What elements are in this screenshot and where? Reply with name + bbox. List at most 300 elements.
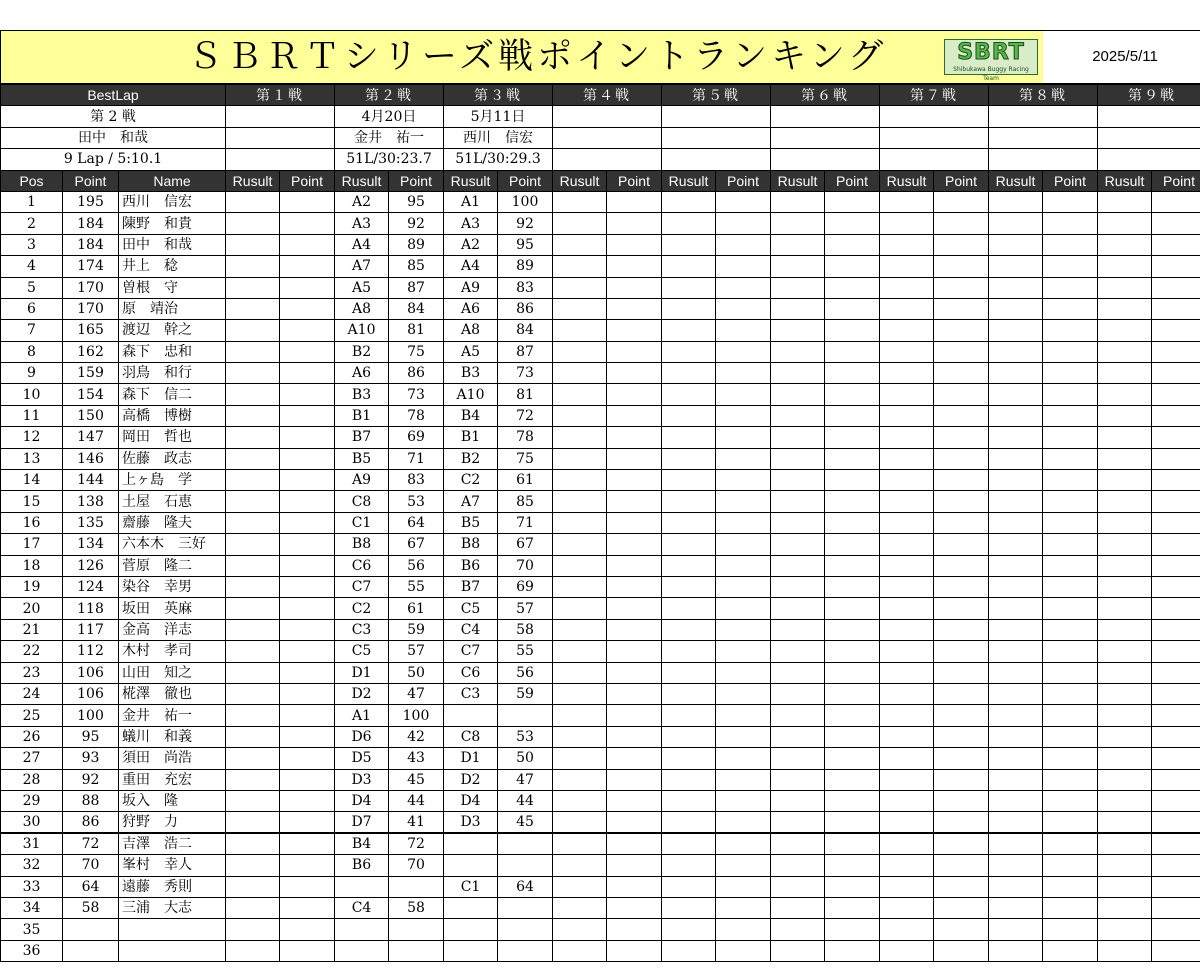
pos-cell: 35: [1, 919, 63, 940]
round-point-cell: [607, 363, 662, 384]
result-cell: [880, 491, 934, 512]
result-cell: [226, 705, 280, 726]
round-point-cell: [389, 940, 444, 961]
result-cell: [226, 191, 280, 212]
name-cell: 金高 洋志: [119, 619, 226, 640]
result-cell: [989, 256, 1043, 277]
name-cell: 金井 祐一: [119, 705, 226, 726]
result-cell: [880, 555, 934, 576]
result-cell: A2: [444, 234, 498, 255]
result-cell: [880, 598, 934, 619]
total-point-cell: 100: [63, 705, 119, 726]
result-cell: [880, 277, 934, 298]
round-point-cell: [716, 363, 771, 384]
result-cell: D1: [444, 748, 498, 769]
round-time: 51L/30:29.3: [444, 149, 553, 170]
round-point-cell: 75: [389, 341, 444, 362]
round-point-cell: [934, 662, 989, 683]
round-point-cell: 64: [389, 512, 444, 533]
result-cell: [226, 748, 280, 769]
result-cell: [1098, 341, 1152, 362]
round-point-cell: [280, 898, 335, 919]
round-label: 第６戦: [771, 85, 880, 106]
result-cell: [989, 769, 1043, 790]
round-point-cell: [1043, 534, 1098, 555]
result-cell: [771, 790, 825, 811]
result-cell: [226, 641, 280, 662]
round-point-cell: [716, 683, 771, 704]
round-point-cell: [1152, 855, 1200, 876]
result-cell: [662, 277, 716, 298]
pos-cell: 1: [1, 191, 63, 212]
table-row: [1, 876, 1200, 897]
result-cell: [880, 512, 934, 533]
round-point-cell: [607, 213, 662, 234]
round-point-cell: 89: [498, 256, 553, 277]
round-point-cell: 84: [498, 320, 553, 341]
round-point-cell: [1043, 833, 1098, 855]
round-winner: [989, 127, 1098, 148]
col-result: Rusult: [335, 170, 389, 191]
round-point-cell: [607, 491, 662, 512]
total-point-cell: 86: [63, 812, 119, 834]
result-cell: [771, 641, 825, 662]
round-point-cell: [934, 598, 989, 619]
round-point-cell: [825, 470, 880, 491]
round-point-cell: [1152, 384, 1200, 405]
round-point-cell: [934, 769, 989, 790]
round-date: [553, 106, 662, 127]
round-point-cell: [607, 384, 662, 405]
round-point-cell: 85: [498, 491, 553, 512]
round-point-cell: [934, 470, 989, 491]
round-point-cell: 50: [498, 748, 553, 769]
total-point-cell: [63, 919, 119, 940]
table-row: [1, 769, 1200, 790]
result-cell: D2: [444, 769, 498, 790]
round-point-cell: 83: [389, 470, 444, 491]
result-cell: [989, 855, 1043, 876]
round-point-cell: 87: [389, 277, 444, 298]
bestlap-info: 9 Lap / 5:10.1: [1, 149, 226, 170]
result-cell: [335, 940, 389, 961]
round-point-cell: [280, 213, 335, 234]
col-result: Rusult: [989, 170, 1043, 191]
total-point-cell: 134: [63, 534, 119, 555]
round-point-cell: [1043, 341, 1098, 362]
result-cell: [989, 598, 1043, 619]
result-cell: [553, 191, 607, 212]
pos-cell: 20: [1, 598, 63, 619]
result-cell: [226, 470, 280, 491]
round-label: 第３戦: [444, 85, 553, 106]
round-point-cell: [607, 598, 662, 619]
round-point-cell: [607, 898, 662, 919]
round-point-cell: [1043, 427, 1098, 448]
round-winner: [662, 127, 771, 148]
result-cell: [880, 191, 934, 212]
round-label: 第１戦: [226, 85, 335, 106]
result-cell: [1098, 940, 1152, 961]
round-point-cell: [607, 576, 662, 597]
round-point-cell: [1152, 726, 1200, 747]
col-result: Rusult: [880, 170, 934, 191]
result-cell: [226, 256, 280, 277]
round-point-cell: [280, 256, 335, 277]
pos-cell: 2: [1, 213, 63, 234]
round-point-cell: [825, 705, 880, 726]
round-point-cell: [1043, 320, 1098, 341]
result-cell: [989, 619, 1043, 640]
round-point-cell: [1043, 512, 1098, 533]
round-date: [662, 106, 771, 127]
round-point-cell: [1152, 448, 1200, 469]
round-point-cell: 41: [389, 812, 444, 834]
result-cell: [662, 470, 716, 491]
result-cell: [226, 298, 280, 319]
total-point-cell: 147: [63, 427, 119, 448]
pos-cell: 5: [1, 277, 63, 298]
name-cell: 山田 知之: [119, 662, 226, 683]
result-cell: [880, 320, 934, 341]
round-point-cell: 45: [389, 769, 444, 790]
round-point-cell: [280, 619, 335, 640]
round-point-cell: [716, 512, 771, 533]
round-point-cell: [825, 320, 880, 341]
name-cell: 蟻川 和義: [119, 726, 226, 747]
result-cell: [553, 341, 607, 362]
result-cell: [226, 598, 280, 619]
table-row: [1, 833, 1200, 855]
round-point-cell: [1043, 277, 1098, 298]
result-cell: [553, 769, 607, 790]
name-cell: 森下 忠和: [119, 341, 226, 362]
result-cell: [662, 298, 716, 319]
round-point-cell: [934, 234, 989, 255]
total-point-cell: 146: [63, 448, 119, 469]
round-label: 第８戦: [989, 85, 1098, 106]
result-cell: [1098, 234, 1152, 255]
name-cell: 上ヶ島 学: [119, 470, 226, 491]
round-point-cell: [825, 363, 880, 384]
total-point-cell: 159: [63, 363, 119, 384]
round-point-cell: [1152, 298, 1200, 319]
round-point-cell: [607, 812, 662, 834]
round-point-cell: [825, 555, 880, 576]
result-cell: [1098, 748, 1152, 769]
round-point-cell: [716, 256, 771, 277]
round-point-cell: [607, 298, 662, 319]
result-cell: A4: [335, 234, 389, 255]
result-cell: A8: [335, 298, 389, 319]
total-point-cell: 92: [63, 769, 119, 790]
table-row: [1, 940, 1200, 961]
result-cell: [989, 470, 1043, 491]
round-point-cell: [280, 491, 335, 512]
result-cell: [662, 191, 716, 212]
round-point-cell: [825, 812, 880, 834]
result-cell: [989, 940, 1043, 961]
round-point-cell: [389, 919, 444, 940]
result-cell: [989, 213, 1043, 234]
result-cell: D5: [335, 748, 389, 769]
name-cell: 狩野 力: [119, 812, 226, 834]
round-point-cell: [934, 748, 989, 769]
result-cell: [771, 598, 825, 619]
round-point-cell: [280, 384, 335, 405]
update-date: 2025/5/11: [1092, 48, 1158, 65]
round-point-cell: [280, 555, 335, 576]
result-cell: [444, 855, 498, 876]
result-cell: [226, 384, 280, 405]
table-row: [1, 470, 1200, 491]
table-row: [1, 191, 1200, 212]
result-cell: [771, 427, 825, 448]
round-point-cell: [825, 256, 880, 277]
round-point-cell: [280, 298, 335, 319]
result-cell: [771, 683, 825, 704]
col-round-point: Point: [280, 170, 335, 191]
result-cell: [226, 726, 280, 747]
total-point-cell: 135: [63, 512, 119, 533]
col-pos: Pos: [1, 170, 63, 191]
result-cell: [989, 427, 1043, 448]
result-cell: [989, 405, 1043, 426]
result-cell: [1098, 812, 1152, 834]
round-label: 第４戦: [553, 85, 662, 106]
round-point-cell: [1152, 576, 1200, 597]
round-point-cell: 45: [498, 812, 553, 834]
result-cell: [553, 555, 607, 576]
table-row: [1, 363, 1200, 384]
result-cell: [880, 427, 934, 448]
pos-cell: 36: [1, 940, 63, 961]
round-point-cell: 95: [498, 234, 553, 255]
result-cell: C5: [335, 641, 389, 662]
result-cell: [226, 341, 280, 362]
round-point-cell: [1152, 705, 1200, 726]
round-point-cell: [1152, 790, 1200, 811]
round-point-cell: 95: [389, 191, 444, 212]
round-point-cell: [716, 491, 771, 512]
result-cell: [989, 748, 1043, 769]
name-cell: 陳野 和貴: [119, 213, 226, 234]
result-cell: [553, 919, 607, 940]
result-cell: [662, 320, 716, 341]
result-cell: B5: [335, 448, 389, 469]
total-point-cell: 165: [63, 320, 119, 341]
result-cell: [553, 641, 607, 662]
result-cell: [771, 919, 825, 940]
round-point-cell: [716, 384, 771, 405]
round-time: [662, 149, 771, 170]
result-cell: [880, 470, 934, 491]
round-point-cell: [825, 919, 880, 940]
round-point-cell: [607, 256, 662, 277]
total-point-cell: 195: [63, 191, 119, 212]
round-point-cell: [934, 726, 989, 747]
table-row: [1, 320, 1200, 341]
result-cell: [1098, 448, 1152, 469]
result-cell: [553, 427, 607, 448]
round-point-cell: [1043, 384, 1098, 405]
result-cell: A6: [335, 363, 389, 384]
round-point-cell: [1043, 705, 1098, 726]
result-cell: [1098, 726, 1152, 747]
result-cell: B8: [335, 534, 389, 555]
round-point-cell: [934, 277, 989, 298]
round-point-cell: [825, 748, 880, 769]
round-point-cell: [825, 662, 880, 683]
round-point-cell: [934, 191, 989, 212]
name-cell: [119, 919, 226, 940]
result-cell: [771, 576, 825, 597]
result-cell: [771, 491, 825, 512]
name-cell: 須田 尚浩: [119, 748, 226, 769]
table-row: [1, 919, 1200, 940]
round-point-cell: 73: [389, 384, 444, 405]
result-cell: [1098, 662, 1152, 683]
result-cell: A1: [335, 705, 389, 726]
result-cell: [989, 234, 1043, 255]
result-cell: [553, 448, 607, 469]
result-cell: [553, 213, 607, 234]
round-point-cell: [607, 769, 662, 790]
round-point-cell: [716, 470, 771, 491]
round-date: [880, 106, 989, 127]
round-point-cell: [1043, 448, 1098, 469]
result-cell: D3: [335, 769, 389, 790]
result-cell: [880, 641, 934, 662]
pos-cell: 34: [1, 898, 63, 919]
result-cell: [880, 833, 934, 855]
round-point-cell: [934, 790, 989, 811]
total-point-cell: 112: [63, 641, 119, 662]
result-cell: [989, 384, 1043, 405]
result-cell: [880, 940, 934, 961]
round-point-cell: [934, 705, 989, 726]
result-cell: [989, 534, 1043, 555]
round-point-cell: 69: [498, 576, 553, 597]
result-cell: [1098, 384, 1152, 405]
round-point-cell: [498, 919, 553, 940]
result-cell: [771, 940, 825, 961]
round-point-cell: 100: [498, 191, 553, 212]
round-point-cell: 57: [389, 641, 444, 662]
result-cell: [989, 683, 1043, 704]
result-cell: C8: [335, 491, 389, 512]
round-point-cell: [934, 320, 989, 341]
result-cell: A5: [444, 341, 498, 362]
pos-cell: 12: [1, 427, 63, 448]
round-point-cell: [716, 191, 771, 212]
round-point-cell: [1152, 598, 1200, 619]
result-cell: [880, 812, 934, 834]
result-cell: [771, 277, 825, 298]
logo-subtitle: Shibukawa Buggy Racing Team: [953, 66, 1029, 82]
name-cell: 高橋 博樹: [119, 405, 226, 426]
result-cell: [880, 213, 934, 234]
result-cell: [771, 812, 825, 834]
round-point-cell: [934, 898, 989, 919]
page-title: ＳＢＲＴシリーズ戦ポイントランキング: [187, 37, 888, 77]
total-point-cell: 95: [63, 726, 119, 747]
name-cell: 岡田 哲也: [119, 427, 226, 448]
result-cell: [771, 512, 825, 533]
round-point-cell: [280, 277, 335, 298]
name-cell: 重田 充宏: [119, 769, 226, 790]
pos-cell: 17: [1, 534, 63, 555]
result-cell: [226, 919, 280, 940]
result-cell: [226, 769, 280, 790]
col-round-point: Point: [1043, 170, 1098, 191]
round-point-cell: 47: [498, 769, 553, 790]
col-round-point: Point: [1152, 170, 1200, 191]
round-point-cell: 81: [498, 384, 553, 405]
round-point-cell: [280, 940, 335, 961]
result-cell: [989, 363, 1043, 384]
round-winner: 西川 信宏: [444, 127, 553, 148]
result-cell: A1: [444, 191, 498, 212]
table-row: [1, 790, 1200, 811]
round-point-cell: [607, 191, 662, 212]
round-point-cell: [716, 769, 771, 790]
total-point-cell: 106: [63, 662, 119, 683]
result-cell: [226, 234, 280, 255]
round-point-cell: [280, 320, 335, 341]
table-row: [1, 662, 1200, 683]
result-cell: [880, 405, 934, 426]
name-cell: 木村 孝司: [119, 641, 226, 662]
round-point-cell: [280, 470, 335, 491]
result-cell: A3: [444, 213, 498, 234]
pos-cell: 9: [1, 363, 63, 384]
round-point-cell: [716, 833, 771, 855]
result-cell: [226, 619, 280, 640]
name-cell: 菅原 隆二: [119, 555, 226, 576]
result-cell: [1098, 405, 1152, 426]
result-cell: [226, 940, 280, 961]
result-cell: A6: [444, 298, 498, 319]
round-point-cell: [716, 705, 771, 726]
round-point-cell: [934, 491, 989, 512]
round-point-cell: [825, 341, 880, 362]
name-cell: 佐藤 政志: [119, 448, 226, 469]
result-cell: [989, 448, 1043, 469]
result-cell: [1098, 790, 1152, 811]
round-point-cell: 75: [498, 448, 553, 469]
round-point-cell: [498, 833, 553, 855]
result-cell: [880, 234, 934, 255]
round-point-cell: [280, 855, 335, 876]
round-point-cell: 55: [389, 576, 444, 597]
round-point-cell: [1043, 726, 1098, 747]
result-cell: [989, 191, 1043, 212]
col-result: Rusult: [444, 170, 498, 191]
result-cell: [553, 256, 607, 277]
result-cell: A8: [444, 320, 498, 341]
round-point-cell: [825, 234, 880, 255]
result-cell: [989, 833, 1043, 855]
result-cell: [880, 576, 934, 597]
round-point-cell: [716, 555, 771, 576]
pos-cell: 23: [1, 662, 63, 683]
result-cell: [1098, 598, 1152, 619]
result-cell: [880, 448, 934, 469]
round-point-cell: [825, 833, 880, 855]
round-time: [226, 149, 335, 170]
result-cell: [662, 769, 716, 790]
